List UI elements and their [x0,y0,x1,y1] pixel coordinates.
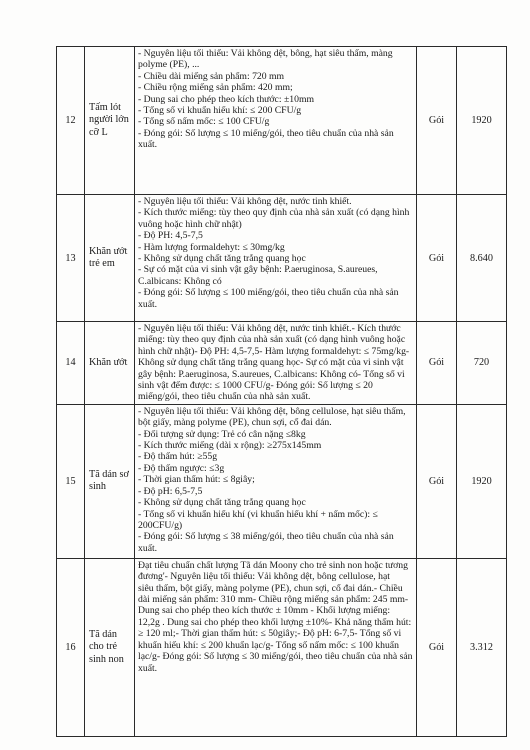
spec-line: khuẩn hiếu khí: ≤ 200 khuẩn lạc/g- Tổng số nấm mốc: ≤ 100 khuẩn [138,639,399,651]
spec-line: - Chiều rộng miếng sản phẩm: 420 mm; [138,82,293,94]
product-name-line: cỡ L [89,126,108,138]
spec-line: Không sử dụng chất tăng trắng quang học- Sự có mặt của vi sinh vật [138,357,404,369]
spec-line: hình chữ nhật)- Độ PH: 4,5-7,5- Hàm lượng formaldehyt: ≤ 75mg/kg- [138,345,410,357]
product-name [85,195,135,322]
specification-text [135,47,417,195]
spec-line: - Sự có mặt của vi sinh vật gây bệnh: P.aeruginosa, S.aureues, [138,264,378,276]
product-name-line: Tã dán [89,628,118,640]
spec-line: - Kích thước miếng (dài x rộng): ≥275x145mm [138,440,322,452]
spec-line: - Độ thấm ngược: ≤3g [138,462,225,474]
specification-text [135,404,417,558]
spec-line: đương'- Nguyên liệu tối thiểu: Vải không dệt, bông cellulose, hạt [138,571,390,583]
spec-line: xuất. [138,542,158,554]
spec-line: - Tổng số vi khuẩn hiếu khí: ≤ 200 CFU/g [138,105,302,117]
quantity-cell: 720 [457,322,507,405]
spec-line: polyme (PE), ... [138,59,200,71]
product-name-line: Tã dán sơ [89,468,129,480]
spec-line: - Không sử dụng chất tăng trắng quang học [138,497,306,509]
spec-line: - Chiều dài miếng sản phẩm: 720 mm [138,70,285,82]
row-number: 14 [57,322,85,405]
specification-text [135,558,417,736]
spec-line: - Đóng gói: Số lượng ≤ 100 miếng/gói, theo tiêu chuẩn của nhà sản [138,287,399,299]
spec-line: dài miếng sản phẩm: 310 mm- Chiều rộng miếng sản phẩm: 245 mm- [138,594,409,606]
spec-line: xuất. [138,139,158,151]
product-name [85,404,135,558]
spec-line: ≥ 120 ml;- Thời gian thấm hút: ≤ 50giây;- Độ pH: 6-7,5- Tổng số vi [138,628,402,640]
spec-line: Dung sai cho phép theo kích thước ± 10mm - Khối lượng miếng: [138,605,391,617]
unit-cell: Gói [417,404,457,558]
product-name-line: Khăn ướt [89,356,128,368]
spec-line: - Nguyên liệu tối thiểu: Vải không dệt, bông, hạt siêu thấm, màng [138,48,393,59]
spec-line: - Tổng số vi khuẩn hiếu khí (vi khuẩn hiếu khí + nấm mốc): ≤ [138,508,378,520]
specification-table [56,46,507,737]
spec-line: - Đối tượng sử dụng: Trẻ có cân nặng ≤8kg [138,428,306,440]
spec-line: - Hàm lượng formaldehyt: ≤ 30mg/kg [138,241,285,253]
unit-cell: Gói [417,558,457,736]
spec-line: - Tổng số nấm mốc: ≤ 100 CFU/g [138,116,270,128]
quantity-cell: 3.312 [457,558,507,736]
spec-line: - Đóng gói: Số lượng ≤ 10 miếng/gói, theo tiêu chuẩn của nhà sản [138,127,394,139]
spec-line: lạc/g- Đóng gói: Số lượng ≤ 30 miếng/gói, theo tiêu chuẩn của nhà sản [138,651,413,663]
spec-line: miếng/gói, theo tiêu chuẩn của nhà sản xuất. [138,391,311,403]
row-number: 13 [57,195,85,322]
product-name [85,322,135,405]
quantity-cell: 1920 [457,404,507,558]
spec-line: - Kích thước miếng: tùy theo quy định của nhà sản xuất (có dạng hình [138,207,410,219]
product-name-line: Khăn ướt [89,245,128,257]
quantity-cell: 1920 [457,47,507,195]
product-name [85,558,135,736]
unit-cell: Gói [417,47,457,195]
product-name [85,47,135,195]
spec-line: siêu thấm, bột giấy, màng polyme (PE), chun sợi, cổ đai dán.- Chiều [138,582,403,594]
product-name-line: người lớn [89,114,129,126]
spec-line: - Đóng gói: Số lượng ≤ 38 miếng/gói, theo tiêu chuẩn của nhà sản [138,531,394,543]
spec-line: miếng: tùy theo quy định của nhà sản xuất (có dạng hình vuông hoặc [138,334,406,346]
table-row [57,404,507,558]
spec-line: 12,2g . Dung sai cho phép theo khối lượng ±10%- Khả năng thấm hút: [138,616,412,628]
product-name-line: Tấm lót [89,101,121,113]
product-name-line: trẻ em [89,258,115,269]
spec-line: - Nguyên liệu tối thiểu: Vải không dệt, bông cellulose, hạt siêu thấm, [138,405,406,417]
unit-cell: Gói [417,195,457,322]
table-row [57,47,507,195]
row-number: 12 [57,47,85,195]
spec-line: C.albicans: Không có [138,275,222,287]
quantity-cell: 8.640 [457,195,507,322]
product-name-line: sinh [89,481,106,493]
spec-line: - Nguyên liệu tối thiểu: Vải không dệt, nước tinh khiết.- Kích thước [138,323,401,334]
product-name-line: cho trẻ [89,641,118,653]
spec-line: Đạt tiêu chuẩn chất lượng Tã dán Moony cho trẻ sinh non hoặc tương [138,559,408,571]
row-number: 16 [57,558,85,736]
spec-line: - Thời gian thấm hút: ≤ 8giây; [138,474,255,486]
specification-text [135,195,417,322]
spec-line: - Không sử dụng chất tăng trắng quang học [138,253,306,265]
spec-line: bột giấy, màng polyme (PE), chun sợi, cổ đai dán. [138,417,332,429]
spec-line: - Độ PH: 4,5-7,5 [138,230,203,242]
spec-line: sinh vật đếm được: ≤ 1000 CFU/g- Đóng gói: Số lượng ≤ 20 [138,380,373,392]
spec-line: xuất. [138,298,158,310]
spec-line: - Độ thấm hút: ≥55g [138,451,218,463]
specification-text [135,322,417,405]
table-row [57,195,507,322]
spec-line: - Dung sai cho phép theo kích thước: ±10mm [138,93,315,105]
row-number: 15 [57,404,85,558]
spec-line: 200CFU/g) [138,519,183,531]
spec-line: gây bệnh: P.aeruginosa, S.aureues, C.albicans: Không có- Tổng số vi [138,368,405,380]
spec-line: - Nguyên liệu tối thiểu: Vải không dệt, nước tinh khiết. [138,196,352,207]
table-body [57,47,507,737]
spec-line: - Độ pH: 6,5-7,5 [138,485,203,497]
unit-cell: Gói [417,322,457,405]
table-row [57,322,507,405]
spec-line: vuông hoặc hình chữ nhật) [138,218,242,230]
table-row [57,558,507,736]
product-name-line: sinh non [89,653,124,665]
spec-line: xuất. [138,662,158,674]
